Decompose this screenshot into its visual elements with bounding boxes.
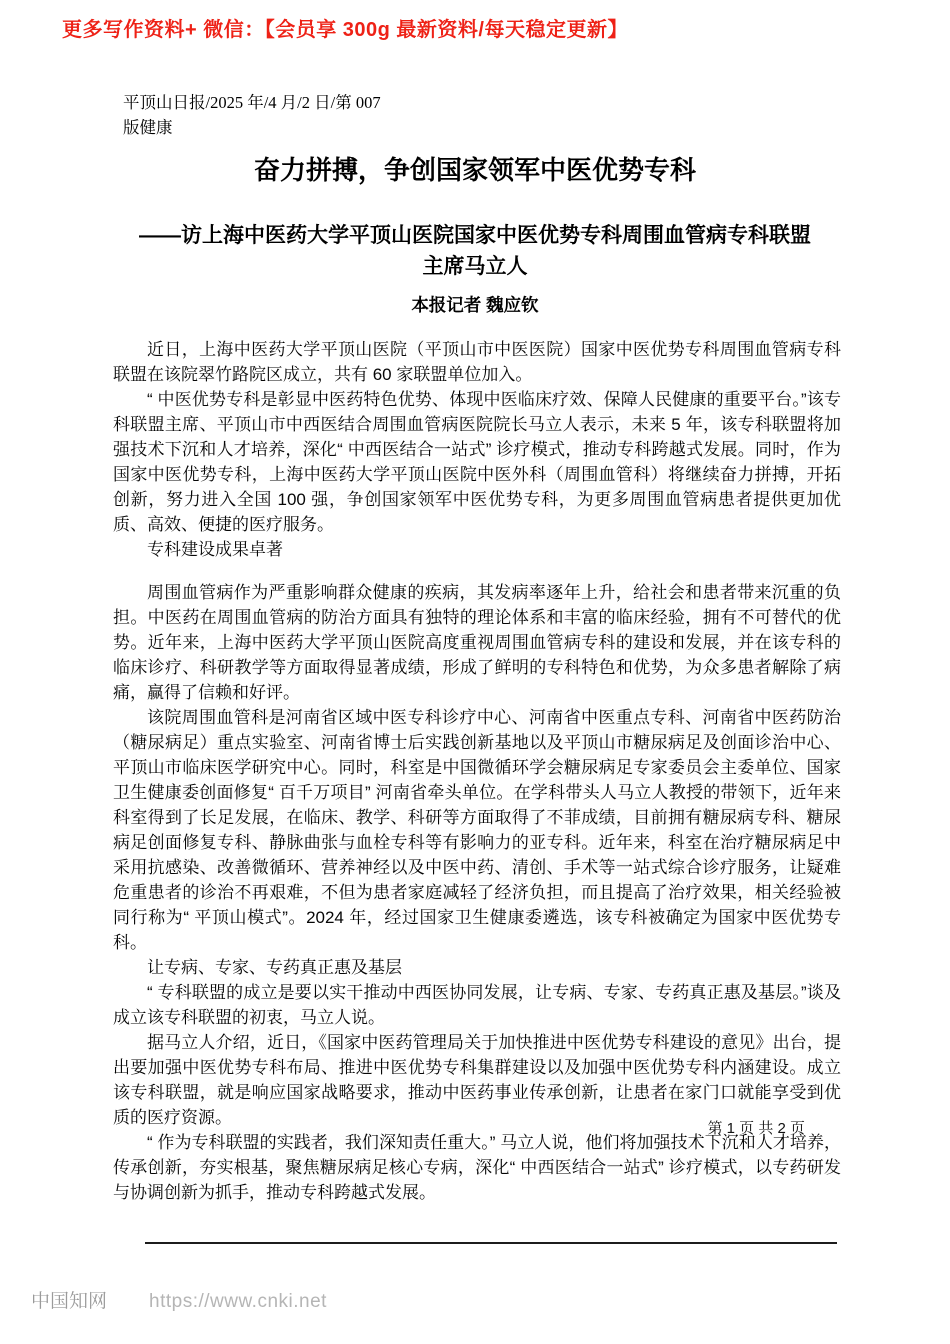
article-subtitle-line1: ——访上海中医药大学平顶山医院国家中医优势专科周围血管病专科联盟 (139, 224, 811, 247)
publication-section-line: 版健康 (123, 118, 173, 137)
publication-source (123, 90, 381, 140)
section-subheading: 专科建设成果卓著 (147, 540, 283, 559)
watermark (31, 1291, 327, 1313)
publication-date-line: 平顶山日报/2025 年/4 月/2 日/第 007 (123, 93, 381, 112)
article-title: 奋力拼搏，争创国家领军中医优势专科 (253, 155, 696, 185)
footer-divider (145, 1242, 837, 1244)
body-paragraph: “ 中医优势专科是彰显中医药特色优势、体现中医临床疗效、保障人民健康的重要平台。”该专科联盟主席、平顶山市中西医结合周围血管病医院院长马立人表示，未来 5 年，该专科联盟将加强技术下沉和人才培养，深化“ 中西医结合一站式” 诊疗模式，推动专科跨越式发展。同时，作为国家中医优势专科，上海中医药大学平顶山医院中医外科（周围血管科）将继续奋力拼搏，开拓创新，努力进入全国 100 强，争创国家领军中医优势专科，为更多周围血管病患者提供更加优质、高效、便捷的医疗服务。 (113, 390, 841, 534)
article-subtitle (75, 220, 875, 282)
body-paragraph: 据马立人介绍，近日，《国家中医药管理局关于加快推进中医优势专科建设的意见》出台，提出要加强中医优势专科布局、推进中医优势专科集群建设以及加强中医优势专科内涵建设。成立该专科联盟，就是响应国家战略要求，推动中医药事业传承创新，让患者在家门口就能享受到优质的医疗资源。 (113, 1033, 841, 1127)
section-subheading: 让专病、专家、专药真正惠及基层 (147, 958, 402, 977)
cnki-logo-text: 中国知网 (31, 1291, 108, 1312)
promo-banner: 更多写作资料+ 微信：【会员享 300g 最新资料/每天稳定更新】 (62, 19, 628, 41)
page-indicator: 第 1 页 共 2 页 (707, 1120, 805, 1137)
article-byline: 本报记者 魏应钦 (411, 295, 539, 315)
body-paragraph: 周围血管病作为严重影响群众健康的疾病，其发病率逐年上升，给社会和患者带来沉重的负担。中医药在周围血管病的防治方面具有独特的理论体系和丰富的临床经验，拥有不可替代的优势。近年来，上海中医药大学平顶山医院高度重视周围血管病专科的建设和发展，并在该专科的临床诊疗、科研教学等方面取得显著成绩，形成了鲜明的专科特色和优势，为众多患者解除了病痛，赢得了信赖和好评。 (113, 583, 841, 702)
article-subtitle-line2: 主席马立人 (422, 255, 528, 278)
body-paragraph: 近日，上海中医药大学平顶山医院（平顶山市中医医院）国家中医优势专科周围血管病专科联盟在该院翠竹路院区成立，共有 60 家联盟单位加入。 (113, 340, 841, 384)
body-paragraph: 该院周围血管科是河南省区域中医专科诊疗中心、河南省中医重点专科、河南省中医药防治（糖尿病足）重点实验室、河南省博士后实践创新基地以及平顶山市糖尿病足及创面诊治中心、平顶山市临床医学研究中心。同时，科室是中国微循环学会糖尿病足专家委员会主委单位、国家卫生健康委创面修复“ 百千万项目” 河南省牵头单位。在学科带头人马立人教授的带领下，近年来科室得到了长足发展，在临床、教学、科研等方面取得了不菲成绩，目前拥有糖尿病专科、糖尿病足创面修复专科、静脉曲张与血栓专科等有影响力的亚专科。近年来，科室在治疗糖尿病足中采用抗感染、改善微循环、营养神经以及中医中药、清创、手术等一站式综合诊疗服务，让疑难危重患者的诊治不再艰难，不但为患者家庭减轻了经济负担，而且提高了治疗效果，相关经验被同行称为“ 平顶山模式”。2024 年，经过国家卫生健康委遴选，该专科被确定为国家中医优势专科。 (113, 708, 841, 952)
article-body (113, 337, 841, 1205)
cnki-url: https://www.cnki.net (149, 1291, 327, 1312)
body-paragraph: “ 专科联盟的成立是要以实干推动中西医协同发展，让专病、专家、专药真正惠及基层。”谈及成立该专科联盟的初衷，马立人说。 (113, 983, 841, 1027)
paragraph-spacer (113, 562, 841, 580)
body-paragraph: “ 作为专科联盟的实践者，我们深知责任重大。” 马立人说，他们将加强技术下沉和人才培养，传承创新，夯实根基，聚焦糖尿病足核心专病，深化“ 中西医结合一站式” 诊疗模式，以专药研发与协调创新为抓手，推动专科跨越式发展。 (113, 1133, 841, 1202)
